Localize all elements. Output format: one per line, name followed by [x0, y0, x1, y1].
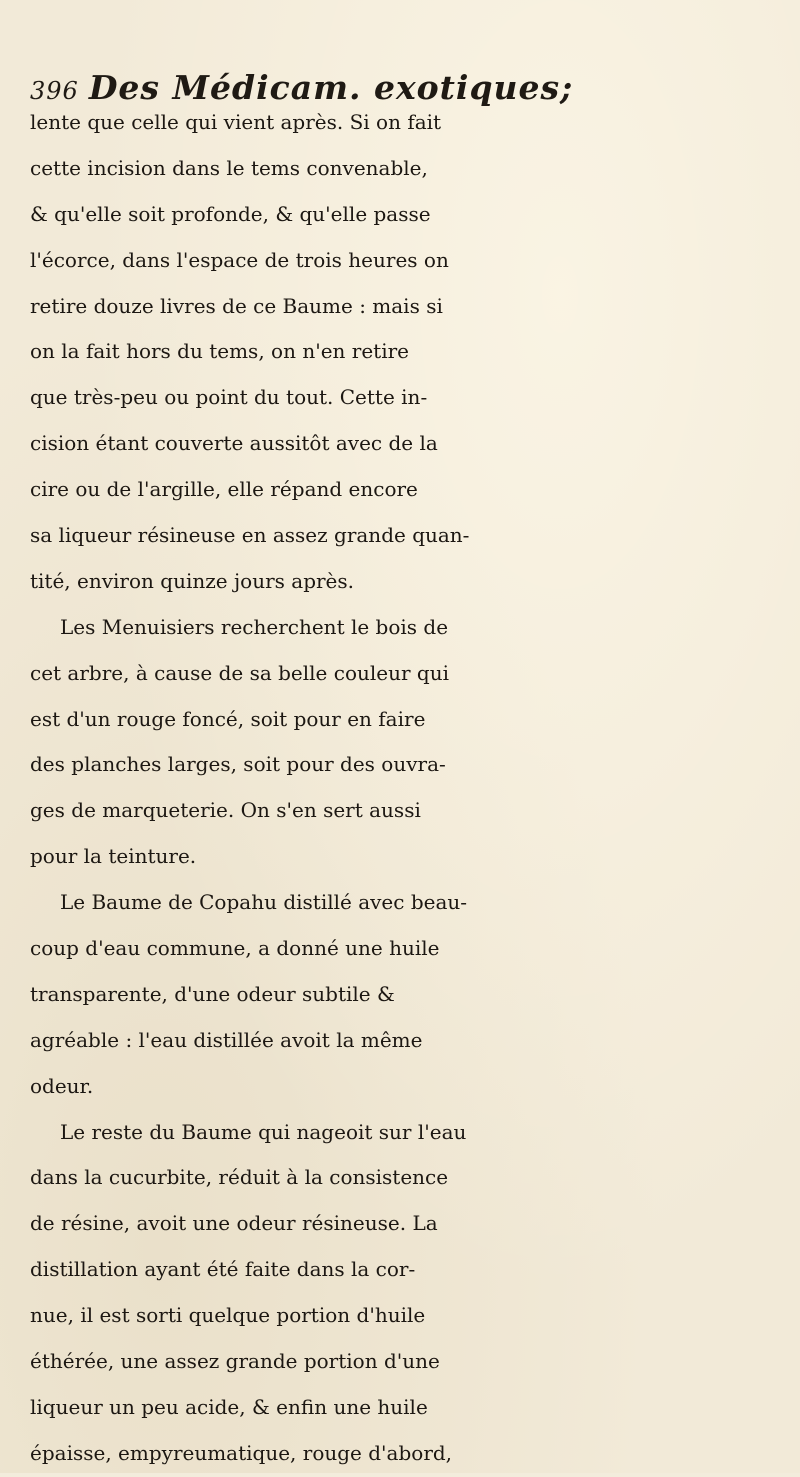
text-line: épaisse, empyreumatique, rouge d'abord, — [30, 1440, 453, 1465]
text-line: tité, environ quinze jours après. — [30, 568, 355, 593]
body-text — [30, 100, 800, 1477]
text-line: ges de marqueterie. On s'en sert aussi — [30, 798, 421, 823]
text-line: retire douze livres de ce Baume : mais si — [30, 293, 443, 318]
text-line: coup d'eau commune, a donné une huile — [30, 936, 440, 961]
text-line: on la fait hors du tems, on n'en retire — [30, 339, 409, 364]
text-line: éthérée, une assez grande portion d'une — [30, 1349, 440, 1374]
text-line: lente que celle qui vient après. Si on fait — [30, 110, 442, 134]
text-line: est d'un rouge foncé, soit pour en faire — [30, 706, 426, 731]
text-line: cire ou de l'argille, elle répand encore — [30, 477, 418, 502]
text-line: cision étant couverte aussitôt avec de la — [30, 431, 438, 456]
text-line: que très-peu ou point du tout. Cette in- — [30, 385, 428, 410]
page-number: 396 — [30, 77, 79, 105]
text-line: transparente, d'une odeur subtile & — [30, 981, 395, 1006]
text-line: de résine, avoit une odeur résineuse. La — [30, 1211, 438, 1236]
paragraph-start-line: Le Baume de Copahu distillé avec beau- — [60, 890, 468, 915]
text-line: agréable : l'eau distillée avoit la même — [30, 1027, 423, 1052]
paragraph-start-line: Les Menuisiers recherchent le bois de — [60, 614, 449, 639]
text-line: liqueur un peu acide, & enfin une huile — [30, 1394, 428, 1419]
text-line: des planches larges, soit pour des ouvra- — [30, 752, 446, 777]
text-line: l'écorce, dans l'espace de trois heures on — [30, 247, 449, 272]
text-line: cet arbre, à cause de sa belle couleur qui — [30, 660, 449, 685]
text-line: pour la teinture. — [30, 844, 197, 869]
text-line: dans la cucurbite, réduit à la consistence — [30, 1165, 449, 1190]
text-line: cette incision dans le tems convenable, — [30, 155, 428, 180]
text-line: nue, il est sorti quelque portion d'huile — [30, 1303, 426, 1328]
text-line: & qu'elle soit profonde, & qu'elle passe — [30, 201, 431, 226]
running-title: Des Médicam. exotiques; — [88, 68, 574, 107]
paragraph-start-line: Le reste du Baume qui nageoit sur l'eau — [60, 1119, 467, 1144]
text-line: sa liqueur résineuse en assez grande quan- — [30, 523, 470, 548]
text-line: odeur. — [30, 1073, 94, 1098]
text-line: distillation ayant été faite dans la cor- — [30, 1257, 416, 1282]
